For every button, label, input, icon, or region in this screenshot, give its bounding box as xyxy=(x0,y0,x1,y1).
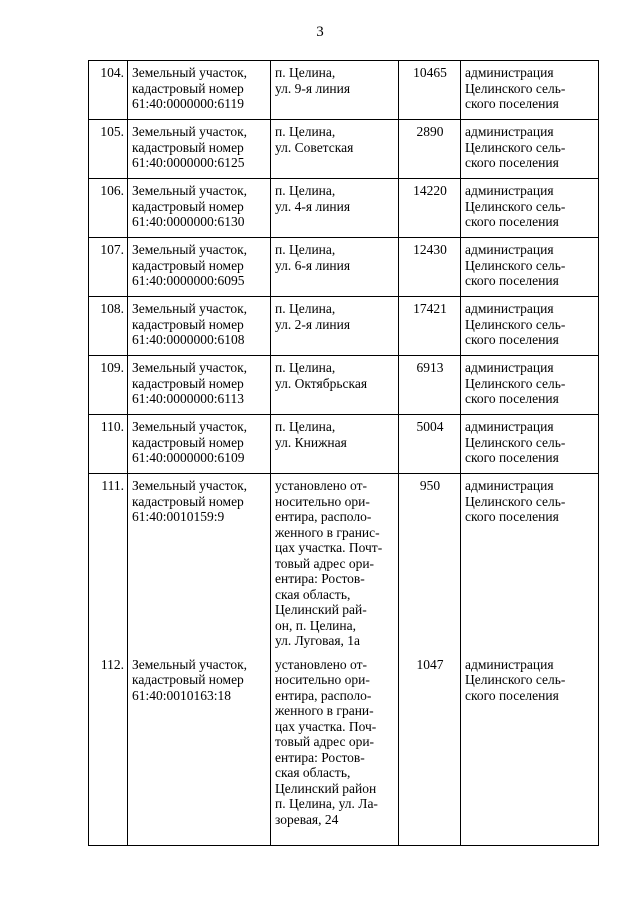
address-line: п. Целина, xyxy=(275,360,336,375)
row-number: 106. xyxy=(89,179,128,238)
area-cell: 2890 xyxy=(399,120,461,179)
property-table xyxy=(88,60,599,846)
object-line: кадастровый номер xyxy=(132,316,244,332)
owner-line: Целинского сель- xyxy=(465,257,566,273)
owner-line: Целинского сель- xyxy=(465,434,566,450)
owner-line: Целинского сель- xyxy=(465,493,566,509)
address-line: ул. 9-я линия xyxy=(275,80,351,96)
address-line: женного в грани- xyxy=(275,703,374,718)
row-number: 112. xyxy=(89,653,128,846)
object-line: 61:40:0000000:6125 xyxy=(132,155,245,170)
page-number: 3 xyxy=(316,24,324,40)
object-line: Земельный участок, xyxy=(132,419,248,434)
owner-line: администрация xyxy=(465,65,554,80)
address-line: ул. 6-я линия xyxy=(275,257,351,273)
address-cell xyxy=(271,356,399,415)
owner-line: администрация xyxy=(465,656,554,672)
row-number: 104. xyxy=(89,61,128,120)
address-line: п. Целина, xyxy=(275,419,336,434)
owner-cell xyxy=(461,297,599,356)
area-cell: 12430 xyxy=(399,238,461,297)
owner-line: ского поселения xyxy=(465,391,559,406)
object-line: кадастровый номер xyxy=(132,139,244,155)
table-row xyxy=(89,415,599,474)
owner-line: администрация xyxy=(465,478,554,493)
object-line: 61:40:0000000:6109 xyxy=(132,450,245,465)
address-line: п. Целина, xyxy=(275,301,336,316)
address-line: п. Целина, ул. Ла- xyxy=(275,796,378,811)
address-cell xyxy=(271,297,399,356)
object-line: кадастровый номер xyxy=(132,257,244,273)
address-line: п. Целина, xyxy=(275,183,336,198)
owner-cell xyxy=(461,120,599,179)
table-row xyxy=(89,356,599,415)
object-cell xyxy=(128,474,271,653)
address-line: ул. Книжная xyxy=(275,434,347,450)
object-line: 61:40:0000000:6113 xyxy=(132,391,245,406)
area-cell: 950 xyxy=(399,474,461,653)
address-line: ул. 4-я линия xyxy=(275,198,351,214)
address-line: он, п. Целина, xyxy=(275,617,356,633)
owner-cell xyxy=(461,474,599,653)
address-line: установлено от- xyxy=(275,656,368,672)
owner-line: ского поселения xyxy=(465,273,559,288)
owner-line: Целинского сель- xyxy=(465,198,566,214)
area-cell: 17421 xyxy=(399,297,461,356)
address-line: ул. Октябрьская xyxy=(275,375,368,391)
address-line: п. Целина, xyxy=(275,242,336,257)
address-cell xyxy=(271,474,399,653)
owner-cell xyxy=(461,61,599,120)
address-cell xyxy=(271,238,399,297)
object-line: Земельный участок, xyxy=(132,242,248,257)
owner-line: Целинского сель- xyxy=(465,375,566,391)
address-line: ентира, располо- xyxy=(275,509,372,524)
owner-line: Целинского сель- xyxy=(465,80,566,96)
address-line: ентира: Ростов- xyxy=(275,749,365,765)
table-row xyxy=(89,179,599,238)
object-line: Земельный участок, xyxy=(132,656,248,672)
address-line: Целинский рай- xyxy=(275,602,367,617)
owner-line: Целинского сель- xyxy=(465,672,566,687)
address-line: товый адрес ори- xyxy=(275,734,375,749)
address-cell xyxy=(271,61,399,120)
object-line: 61:40:0000000:6130 xyxy=(132,214,245,229)
address-line: женного в гранис- xyxy=(275,524,380,540)
object-cell xyxy=(128,653,271,846)
table-row xyxy=(89,61,599,120)
object-line: 61:40:0000000:6108 xyxy=(132,332,245,347)
owner-line: ского поселения xyxy=(465,96,559,111)
object-cell xyxy=(128,238,271,297)
object-line: Земельный участок, xyxy=(132,65,248,80)
object-line: Земельный участок, xyxy=(132,478,248,493)
object-line: кадастровый номер xyxy=(132,672,244,687)
owner-line: администрация xyxy=(465,242,554,257)
row-number: 105. xyxy=(89,120,128,179)
object-line: 61:40:0000000:6119 xyxy=(132,96,245,111)
object-line: Земельный участок, xyxy=(132,360,248,375)
row-number: 107. xyxy=(89,238,128,297)
owner-line: администрация xyxy=(465,301,554,316)
owner-cell xyxy=(461,415,599,474)
object-line: кадастровый номер xyxy=(132,493,244,509)
table-row xyxy=(89,474,599,653)
object-line: 61:40:0010159:9 xyxy=(132,509,225,524)
object-cell xyxy=(128,356,271,415)
address-line: зоревая, 24 xyxy=(275,811,339,827)
area-cell: 6913 xyxy=(399,356,461,415)
object-cell xyxy=(128,120,271,179)
owner-line: администрация xyxy=(465,419,554,434)
address-line: цах участка. Поч- xyxy=(275,718,377,734)
object-line: кадастровый номер xyxy=(132,198,244,214)
address-cell xyxy=(271,415,399,474)
address-line: носительно ори- xyxy=(275,493,370,509)
object-cell xyxy=(128,179,271,238)
object-cell xyxy=(128,297,271,356)
table-row xyxy=(89,297,599,356)
owner-line: ского поселения xyxy=(465,332,559,347)
address-line: установлено от- xyxy=(275,478,368,493)
owner-cell xyxy=(461,653,599,846)
table-row xyxy=(89,653,599,846)
area-cell: 10465 xyxy=(399,61,461,120)
address-line: ская область, xyxy=(275,765,351,780)
table-row xyxy=(89,120,599,179)
address-line: ул. 2-я линия xyxy=(275,316,351,332)
object-cell xyxy=(128,61,271,120)
row-number: 111. xyxy=(89,474,128,653)
object-line: Земельный участок, xyxy=(132,183,248,198)
address-line: цах участка. Почт- xyxy=(275,540,383,555)
owner-line: ского поселения xyxy=(465,687,559,703)
address-line: ул. Советская xyxy=(275,139,354,155)
object-line: кадастровый номер xyxy=(132,80,244,96)
table-body xyxy=(89,61,599,846)
address-line: ул. Луговая, 1а xyxy=(275,633,361,648)
address-line: ентира: Ростов- xyxy=(275,571,365,586)
owner-line: администрация xyxy=(465,360,554,375)
address-line: п. Целина, xyxy=(275,65,336,80)
area-cell: 5004 xyxy=(399,415,461,474)
owner-cell xyxy=(461,179,599,238)
address-line: ентира, располо- xyxy=(275,687,372,703)
object-line: кадастровый номер xyxy=(132,434,244,450)
area-cell: 14220 xyxy=(399,179,461,238)
row-number: 110. xyxy=(89,415,128,474)
address-line: товый адрес ори- xyxy=(275,555,375,571)
address-line: ская область, xyxy=(275,586,351,602)
object-line: 61:40:0010163:18 xyxy=(132,687,232,703)
owner-cell xyxy=(461,238,599,297)
address-line: п. Целина, xyxy=(275,124,336,139)
object-line: кадастровый номер xyxy=(132,375,244,391)
owner-line: Целинского сель- xyxy=(465,316,566,332)
owner-line: администрация xyxy=(465,124,554,139)
owner-line: ского поселения xyxy=(465,450,559,465)
address-cell xyxy=(271,653,399,846)
owner-line: администрация xyxy=(465,183,554,198)
address-line: носительно ори- xyxy=(275,672,370,687)
owner-line: ского поселения xyxy=(465,509,559,524)
object-cell xyxy=(128,415,271,474)
owner-line: Целинского сель- xyxy=(465,139,566,155)
object-line: 61:40:0000000:6095 xyxy=(132,273,245,288)
area-cell: 1047 xyxy=(399,653,461,846)
owner-line: ского поселения xyxy=(465,214,559,229)
object-line: Земельный участок, xyxy=(132,124,248,139)
address-line: Целинский район xyxy=(275,780,377,796)
address-cell xyxy=(271,179,399,238)
owner-cell xyxy=(461,356,599,415)
table-row xyxy=(89,238,599,297)
address-cell xyxy=(271,120,399,179)
object-line: Земельный участок, xyxy=(132,301,248,316)
row-number: 109. xyxy=(89,356,128,415)
row-number: 108. xyxy=(89,297,128,356)
owner-line: ского поселения xyxy=(465,155,559,170)
